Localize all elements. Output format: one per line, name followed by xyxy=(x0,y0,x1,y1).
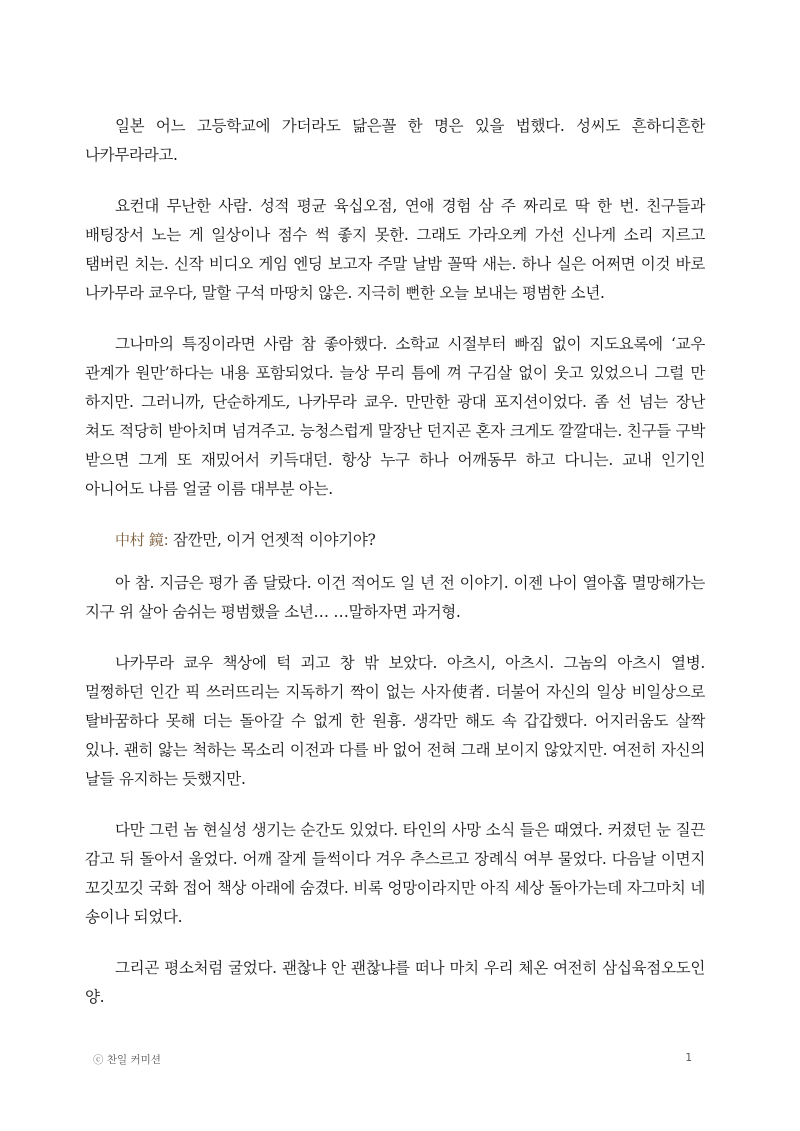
document-body xyxy=(85,112,705,1034)
page-number: 1 xyxy=(685,1052,692,1064)
page-footer xyxy=(93,1052,692,1068)
paragraph-2: 요컨대 무난한 사람. 성적 평균 육십오점, 연애 경험 삼 주 짜리로 딱 한 번. 친구들과 배팅장서 노는 게 일상이나 점수 썩 좋지 못한. 그래도 가라오케 가선 신나게 소리 지르고 탬버린 치는. 신작 비디오 게임 엔딩 보고자 주말 날밤 꼴딱 새는. 하나 실은 어쩌면 이것 바로 나카무라 쿄우다, 말할 구석 마땅치 않은. 지극히 뻔한 오늘 보내는 평범한 소년. xyxy=(85,197,705,302)
paragraph-3: 그나마의 특징이라면 사람 참 좋아했다. 소학교 시절부터 빠짐 없이 지도요록에 ‘교우 관계가 원만’하다는 내용 포함되었다. 늘상 무리 틈에 껴 구김살 없이 웃고 있었으니 그럴 만 하지만. 그러니까, 단순하게도, 나카무라 쿄우. 만만한 광대 포지션이었다. 좀 선 넘는 장난 쳐도 적당히 받아치며 넘겨주고. 능청스럽게 말장난 던지곤 혼자 크게도 깔깔대는. 친구들 구박 받으면 그게 또 재밌어서 키득대던. 항상 누구 하나 어깨동무 하고 다니는. 교내 인기인 아니어도 나름 얼굴 이름 대부분 아는. xyxy=(85,335,705,498)
dialogue-line xyxy=(85,526,705,555)
paragraph-1: 일본 어느 고등학교에 가더라도 닮은꼴 한 명은 있을 법했다. 성씨도 흔하디흔한 나카무라라고. xyxy=(85,117,705,164)
paragraph-7: 그리곤 평소처럼 굴었다. 괜찮냐 안 괜찮냐를 떠나 마치 우리 체온 여전히 삼십육점오도인 양. xyxy=(85,959,705,1006)
dialogue-text: 잠깐만, 이거 언젯적 이야기야? xyxy=(168,531,376,549)
footer-copyright: ⓒ 찬일 커미션 xyxy=(93,1054,161,1066)
paragraph-5: 나카무라 쿄우 책상에 턱 괴고 창 밖 보았다. 아츠시, 아츠시. 그놈의 아츠시 열병. 멀쩡하던 인간 픽 쓰러뜨리는 지독하기 짝이 없는 사자使者. 더불어 자신의 일상 비일상으로 탈바꿈하다 못해 더는 돌아갈 수 없게 한 원흉. 생각만 해도 속 갑갑했다. 어지러움도 살짝 있나. 괜히 앓는 척하는 목소리 이전과 다를 바 없어 전혀 그래 보이지 않았지만. 여전히 자신의 날들 유지하는 듯했지만. xyxy=(85,654,705,788)
paragraph-4: 아 참. 지금은 평가 좀 달랐다. 이건 적어도 일 년 전 이야기. 이젠 나이 열아홉 멸망해가는 지구 위 살아 숨쉬는 평범했을 소년… …말하자면 과거형. xyxy=(85,574,705,621)
paragraph-6: 다만 그런 놈 현실성 생기는 순간도 있었다. 타인의 사망 소식 들은 때였다. 커졌던 눈 질끈 감고 뒤 돌아서 울었다. 어깨 잘게 들썩이다 겨우 추스르고 장례식 여부 물었다. 다음날 이면지 꼬깃꼬깃 국화 접어 책상 아래에 숨겼다. 비록 엉망이라지만 아직 세상 돌아가는데 자그마치 네 송이나 되었다. xyxy=(85,821,705,926)
dialogue-speaker: 中村 鏡: xyxy=(115,531,169,549)
